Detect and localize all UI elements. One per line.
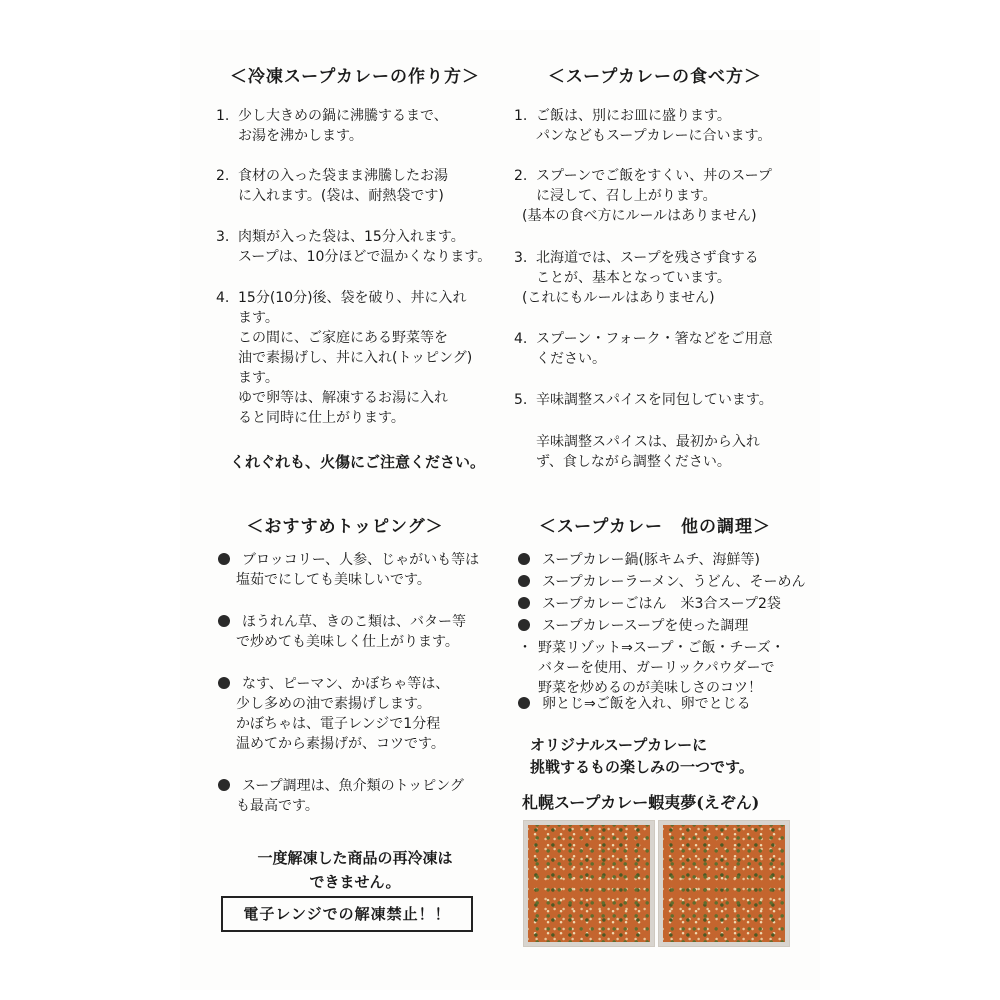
spice-note-line: 辛味調整スパイスは、最初から入れ	[536, 434, 760, 450]
eat-step-1	[514, 106, 771, 146]
challenge-line: オリジナルスープカレーに	[530, 736, 708, 754]
make-title: ＜冷凍スープカレーの作り方＞	[229, 67, 481, 87]
topping-line: ブロッコリー、人参、じゃがいも等は	[242, 552, 480, 568]
spice-note	[536, 432, 760, 472]
bullet-icon	[218, 779, 230, 791]
topping-line: 温めてから素揚げが、コツです。	[236, 736, 445, 752]
step-number: 1.	[514, 108, 528, 124]
eat-title: ＜スープカレーの食べ方＞	[547, 67, 763, 87]
bullet-icon	[518, 575, 530, 587]
risotto-item	[518, 638, 785, 698]
step-line: に浸して、召し上がります。	[536, 188, 717, 204]
risotto-line: バターを使用、ガーリックパウダーで	[538, 660, 775, 676]
topping-item	[218, 550, 479, 590]
other-item	[518, 694, 751, 714]
other-item-label: スープカレースープを使った調理	[542, 618, 749, 634]
step-line: 油で素揚げし、丼に入れ(トッピング)	[238, 350, 473, 366]
step-line: 北海道では、スープを残さず食する	[536, 250, 759, 266]
step-number: 1.	[216, 108, 230, 124]
step-line: ます。	[238, 370, 279, 386]
other-item	[518, 550, 760, 570]
topping-line: も最高です。	[236, 798, 319, 814]
risotto-line: 野菜リゾット⇒スープ・ご飯・チーズ・	[538, 640, 785, 656]
topping-line: かぼちゃは、電子レンジで1分程	[236, 716, 441, 732]
topping-item	[218, 612, 466, 652]
step-note: (これにもルールはありません)	[522, 290, 715, 306]
burn-caution: くれぐれも、火傷にご注意ください。	[230, 453, 486, 471]
make-step-2	[216, 166, 448, 206]
step-note: (基本の食べ方にルールはありません)	[522, 208, 757, 224]
topping-item	[218, 776, 464, 816]
sub-bullet-icon: ・	[518, 640, 532, 656]
step-line: ください。	[536, 351, 606, 367]
spice-note-line: ず、食しながら調整ください。	[536, 454, 731, 470]
other-item	[518, 594, 781, 614]
step-line: 15分(10分)後、袋を破り、丼に入れ	[238, 290, 467, 306]
step-line: この間に、ご家庭にある野菜等を	[238, 330, 448, 346]
step-line: ます。	[238, 310, 279, 326]
refreeze-line: できません。	[309, 873, 401, 891]
step-number: 3.	[216, 229, 230, 245]
make-step-1	[216, 106, 448, 146]
step-line: スープは、10分ほどで温かくなります。	[238, 249, 492, 265]
bullet-icon	[518, 697, 530, 709]
step-line: ると同時に仕上がります。	[238, 410, 405, 426]
eat-step-3	[514, 248, 759, 308]
step-line: 肉類が入った袋は、15分入れます。	[238, 229, 465, 245]
step-number: 3.	[514, 250, 528, 266]
other-item	[518, 616, 748, 636]
bullet-icon	[518, 597, 530, 609]
topping-line: 少し多めの油で素揚げします。	[236, 696, 431, 712]
step-number: 4.	[514, 331, 528, 347]
step-line: お湯を沸かします。	[238, 128, 363, 144]
step-line: ゆで卵等は、解凍するお湯に入れ	[238, 390, 448, 406]
other-item-label: スープカレーラーメン、うどん、そーめん	[542, 574, 806, 590]
topping-line: ほうれん草、きのこ類は、バター等	[242, 614, 466, 630]
brand-name: 札幌スープカレー蝦夷夢(えぞん)	[522, 793, 760, 812]
step-line: に入れます。(袋は、耐熱袋です)	[238, 188, 444, 204]
step-line: ことが、基本となっています。	[536, 270, 731, 286]
risotto-line: 野菜を炒めるのが美味しさのコツ！	[538, 680, 762, 696]
refreeze-warning	[220, 846, 490, 894]
bullet-icon	[218, 553, 230, 565]
step-line: 辛味調整スパイスを同包しています。	[536, 392, 773, 408]
step-line: 食材の入った袋まま沸騰したお湯	[238, 168, 448, 184]
step-number: 2.	[514, 168, 528, 184]
step-number: 4.	[216, 290, 230, 306]
make-step-3	[216, 227, 491, 267]
bullet-icon	[518, 553, 530, 565]
bullet-icon	[218, 677, 230, 689]
step-line: ご飯は、別にお皿に盛ります。	[536, 108, 731, 124]
topping-title: ＜おすすめトッピング＞	[246, 517, 444, 537]
bullet-icon	[518, 619, 530, 631]
topping-line: スープ調理は、魚介類のトッピング	[242, 778, 464, 794]
challenge-line: 挑戦するもの楽しみの一つです。	[530, 758, 754, 776]
other-item-label: 卵とじ⇒ご飯を入れ、卵でとじる	[542, 696, 751, 712]
spice-packet-image	[658, 820, 790, 947]
other-item-label: スープカレーごはん 米3合スープ2袋	[542, 596, 781, 612]
eat-step-5	[514, 390, 773, 410]
step-line: パンなどもスープカレーに合います。	[536, 128, 772, 144]
topping-line: で炒めても美味しく仕上がります。	[236, 634, 459, 650]
make-step-4	[216, 288, 472, 428]
step-line: スプーンでご飯をすくい、丼のスープ	[536, 168, 772, 184]
other-item	[518, 572, 805, 592]
other-item-label: スープカレー鍋(豚キムチ、海鮮等)	[542, 552, 760, 568]
other-title: ＜スープカレー 他の調理＞	[538, 517, 772, 537]
challenge-text	[530, 734, 754, 778]
eat-step-4	[514, 329, 773, 369]
step-number: 5.	[514, 392, 528, 408]
step-line: スプーン・フォーク・箸などをご用意	[536, 331, 773, 347]
step-line: 少し大きめの鍋に沸騰するまで、	[238, 108, 448, 124]
refreeze-line: 一度解凍した商品の再冷凍は	[257, 849, 453, 867]
microwave-warning-box: 電子レンジでの解凍禁止！！	[221, 896, 473, 932]
topping-item	[218, 674, 449, 754]
topping-line: 塩茹でにしても美味しいです。	[236, 572, 431, 588]
topping-line: なす、ピーマン、かぼちゃ等は、	[242, 676, 450, 692]
spice-packet-image	[523, 820, 655, 947]
eat-step-2	[514, 166, 772, 226]
bullet-icon	[218, 615, 230, 627]
step-number: 2.	[216, 168, 230, 184]
